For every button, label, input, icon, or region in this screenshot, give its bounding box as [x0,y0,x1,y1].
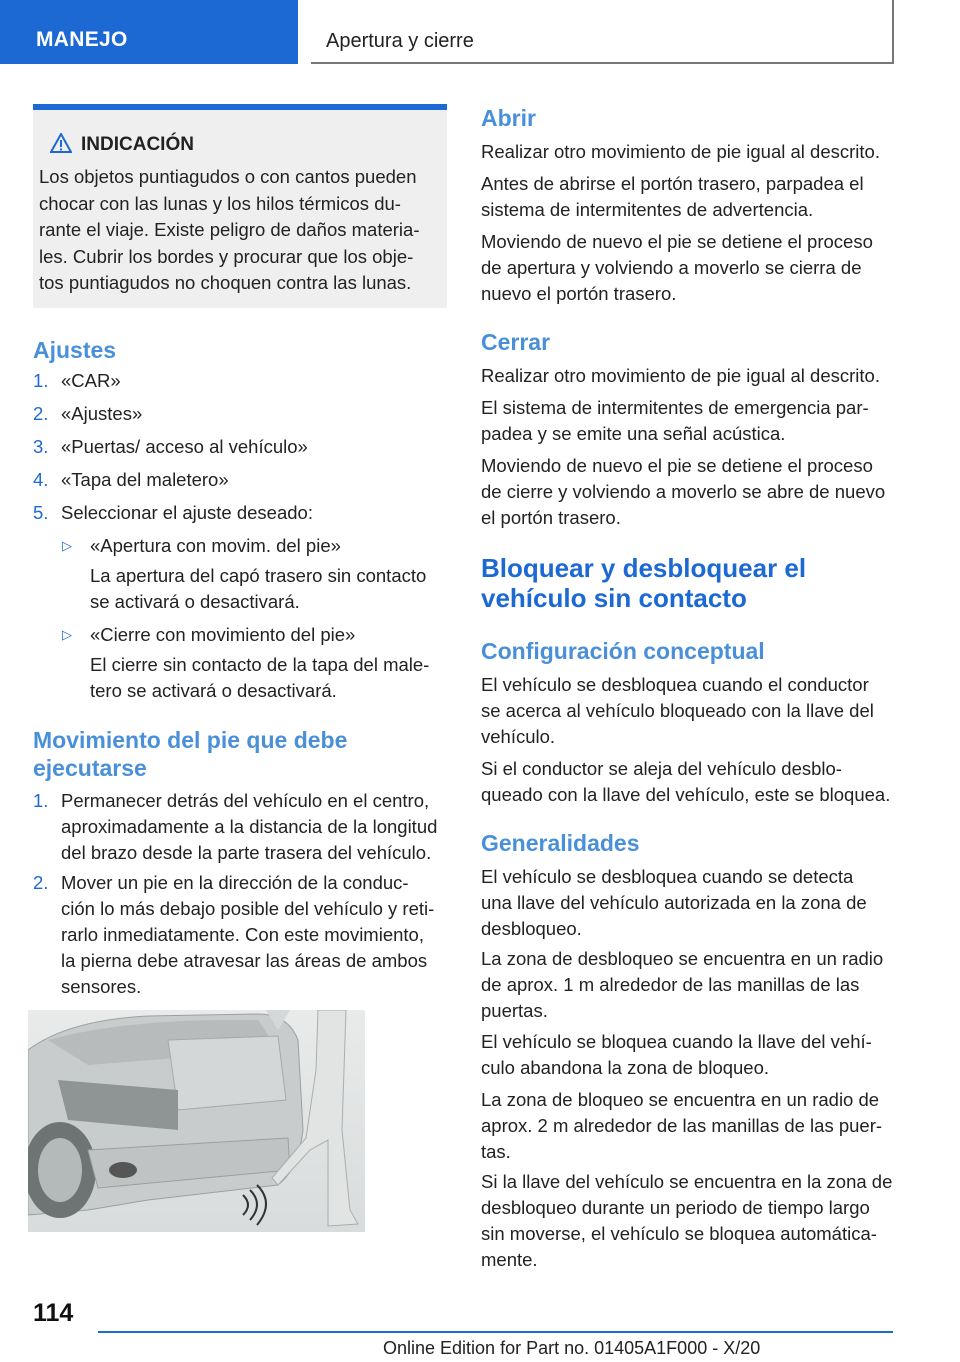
paragraph: La zona de desbloqueo se encuentra en un radio de aprox. 1 m alrededor de las manillas de las puertas. [481,948,884,1021]
note-line: les. Cubrir los bordes y procurar que los obje‐ [39,245,414,267]
note-line: rante el viaje. Existe peligro de daños materia‐ [39,219,420,240]
step-number: 3. [33,436,49,457]
car-rear-figure [28,1010,365,1232]
step-number: 1. [33,790,49,811]
bloquear-heading: Bloquear y desbloquear el vehículo sin contacto [481,553,807,613]
paragraph: El vehículo se desbloquea cuando se detecta una llave del vehículo autorizada en la zona de desbloqueo. [481,866,867,939]
step-text: Seleccionar el ajuste deseado: [61,502,313,523]
paragraph: Antes de abrirse el portón trasero, parpadea el sistema de intermitentes de advertencia. [481,173,864,220]
page-number: 114 [33,1299,74,1327]
chapter-title: Apertura y cierre [326,30,474,52]
step-number: 1. [33,370,49,391]
step-text: «Tapa del maletero» [61,469,229,490]
step-number: 2. [33,872,49,893]
section-label: MANEJO [36,28,128,51]
option-desc: La apertura del capó trasero sin contacto [90,565,427,586]
option-title: «Apertura con movim. del pie» [90,535,341,556]
warning-icon [50,133,72,153]
paragraph: Si la llave del vehículo se encuentra en la zona de desbloqueo durante un periodo de tiempo largo sin moverse, el vehículo se bloquea automática‐ mente. [481,1171,893,1270]
step-text: Permanecer detrás del vehículo en el centro, aproximadamente a la distancia de la longitud del brazo desde la parte trasera del vehículo. [61,790,438,863]
step-text: Mover un pie en la dirección de la conduc‐ ción lo más debajo posible del vehículo y reti‐ rarlo inmediatamente. Con este movimiento, la pierna debe atravesar las áreas de ambos sensores. [61,872,435,997]
bullet-triangle-icon: ▷ [62,627,72,642]
config-heading: Configuración conceptual [481,638,765,664]
step-number: 2. [33,403,49,424]
cerrar-heading: Cerrar [481,329,551,355]
option-desc: se activará o desactivará. [90,591,300,612]
step-text: «Puertas/ acceso al vehículo» [61,436,308,457]
paragraph: Moviendo de nuevo el pie se detiene el proceso de cierre y volviendo a moverlo se abre de nuevo el portón trasero. [481,455,886,528]
kick-sensor-illustration [28,1010,365,1232]
ajustes-heading: Ajustes [33,337,117,363]
step-number: 5. [33,502,49,523]
generalidades-heading: Generalidades [481,830,640,856]
note-body [39,164,441,297]
step-text: «Ajustes» [61,403,143,424]
paragraph: El sistema de intermitentes de emergencia par‐ padea y se emite una señal acústica. [481,397,869,444]
option-desc: El cierre sin contacto de la tapa del male‐ [90,654,430,675]
paragraph: Si el conductor se aleja del vehículo desblo‐ queado con la llave del vehículo, este se bloquea. [481,758,891,805]
chapter-header [311,0,894,64]
footer-edition: Online Edition for Part no. 01405A1F000 - X/20 [383,1338,761,1358]
option-title: «Cierre con movimiento del pie» [90,624,356,645]
note-line: tos puntiagudos no choquen contra las lunas. [39,272,412,293]
section-tab [0,0,298,64]
warning-note [33,104,447,308]
bullet-triangle-icon: ▷ [62,538,72,553]
movimiento-heading: Movimiento del pie que debe ejecutarse [33,727,348,781]
paragraph: Moviendo de nuevo el pie se detiene el proceso de apertura y volviendo a moverlo se cierra de nuevo el portón trasero. [481,231,873,304]
footer-divider [98,1331,893,1333]
paragraph: La zona de bloqueo se encuentra en un radio de aprox. 2 m alrededor de las manillas de las puer‐ tas. [481,1089,883,1162]
paragraph: Realizar otro movimiento de pie igual al descrito. [481,365,880,386]
paragraph: El vehículo se bloquea cuando la llave del vehí‐ culo abandona la zona de bloqueo. [481,1031,872,1078]
abrir-heading: Abrir [481,105,536,131]
note-line: chocar con las lunas y los hilos térmicos du‐ [39,192,401,214]
step-text: «CAR» [61,370,121,391]
step-number: 4. [33,469,49,490]
option-desc: tero se activará o desactivará. [90,680,337,701]
paragraph: El vehículo se desbloquea cuando el conductor se acerca al vehículo bloqueado con la llave del vehículo. [481,674,874,747]
paragraph: Realizar otro movimiento de pie igual al descrito. [481,141,880,162]
note-line: Los objetos puntiagudos o con cantos pueden [39,166,417,187]
note-title: INDICACIÓN [81,134,194,155]
